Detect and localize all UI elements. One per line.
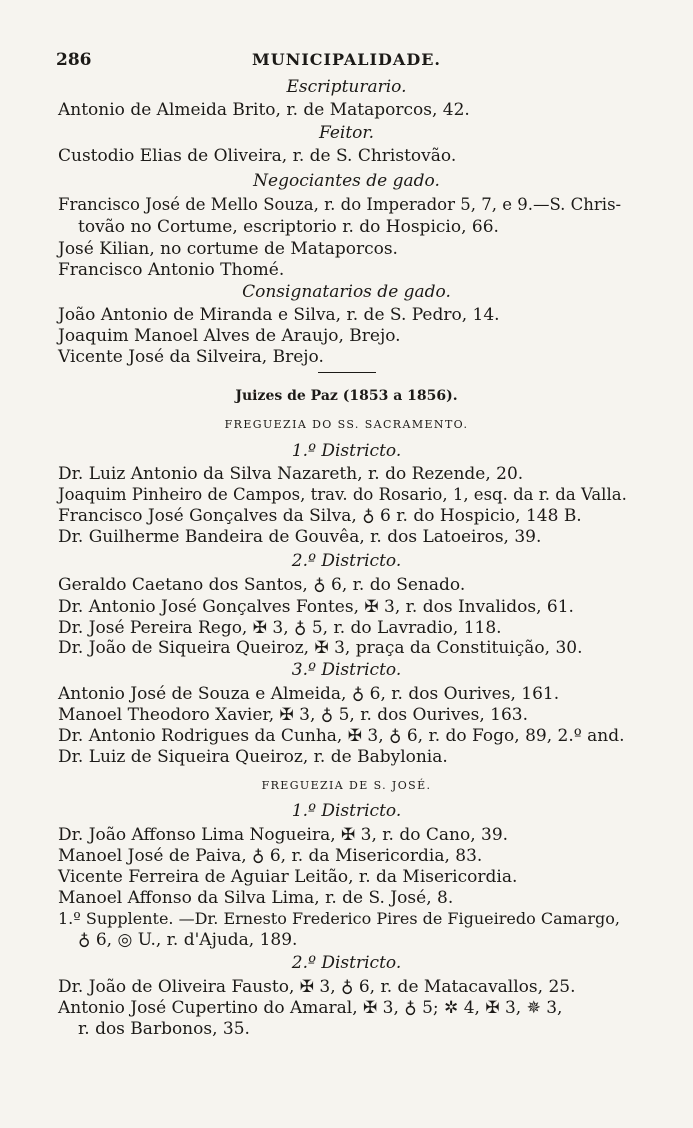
entry-line: José Kilian, no cortume de Mataporcos.	[58, 239, 398, 259]
entry-line: Dr. João Affonso Lima Nogueira, ✠ 3, r. do Cano, 39.	[58, 825, 509, 845]
escripturario-heading: Escripturario.	[286, 77, 407, 97]
entry-line: Antonio José Cupertino do Amaral, ✠ 3, ♁ 5; ✲ 4, ✠ 3, ✵ 3,	[58, 998, 563, 1018]
entry-line: Dr. João de Oliveira Fausto, ✠ 3, ♁ 6, r. de Matacavallos, 25.	[58, 977, 576, 997]
entry-line: Francisco José Gonçalves da Silva, ♁ 6 r. do Hospicio, 148 B.	[58, 506, 582, 526]
entry-line: tovão no Cortume, escriptorio r. do Hospicio, 66.	[78, 217, 499, 237]
juizes-title: Juizes de Paz (1853 a 1856).	[235, 388, 458, 404]
entry-line: Francisco Antonio Thomé.	[58, 260, 285, 280]
district-heading: 3.º Districto.	[291, 660, 402, 680]
entry-line: ♁ 6, ◎ U., r. d'Ajuda, 189.	[78, 930, 298, 950]
entry-line: Vicente José da Silveira, Brejo.	[58, 347, 324, 367]
entry-line: Francisco José de Mello Souza, r. do Imperador 5, 7, e 9.—S. Chris-	[58, 195, 622, 214]
entry-line: Antonio José de Souza e Almeida, ♁ 6, r. dos Ourives, 161.	[58, 684, 560, 704]
entry-line: Vicente Ferreira de Aguiar Leitão, r. da Misericordia.	[58, 867, 518, 887]
entry-line: Manoel Affonso da Silva Lima, r. de S. José, 8.	[58, 888, 454, 908]
running-title: MUNICIPALIDADE.	[252, 50, 441, 69]
section-divider	[318, 372, 376, 373]
consignatarios-heading: Consignatarios de gado.	[242, 282, 451, 302]
district-heading: 2.º Districto.	[291, 551, 402, 571]
entry-line: Dr. Antonio José Gonçalves Fontes, ✠ 3, r. dos Invalidos, 61.	[58, 597, 574, 617]
entry-line: Manoel José de Paiva, ♁ 6, r. da Misericordia, 83.	[58, 846, 483, 866]
entry-line: Joaquim Manoel Alves de Araujo, Brejo.	[58, 326, 401, 346]
entry-line: Geraldo Caetano dos Santos, ♁ 6, r. do Senado.	[58, 575, 466, 595]
entry-line: Manoel Theodoro Xavier, ✠ 3, ♁ 5, r. dos Ourives, 163.	[58, 705, 529, 725]
feitor-heading: Feitor.	[318, 123, 375, 143]
entry-line: Antonio de Almeida Brito, r. de Mataporcos, 42.	[58, 100, 470, 120]
entry-line: Dr. Antonio Rodrigues da Cunha, ✠ 3, ♁ 6, r. do Fogo, 89, 2.º and.	[58, 726, 625, 746]
entry-line: Dr. Guilherme Bandeira de Gouvêa, r. dos Latoeiros, 39.	[58, 527, 542, 547]
entry-line: Dr. Luiz de Siqueira Queiroz, r. de Babylonia.	[58, 747, 448, 767]
district-heading: 1.º Districto.	[291, 801, 402, 821]
entry-line: Dr. Luiz Antonio da Silva Nazareth, r. do Rezende, 20.	[58, 464, 524, 484]
entry-line: Joaquim Pinheiro de Campos, trav. do Rosario, 1, esq. da r. da Valla.	[58, 485, 627, 504]
negociantes-heading: Negociantes de gado.	[253, 171, 440, 191]
entry-line: Custodio Elias de Oliveira, r. de S. Christovão.	[58, 146, 457, 166]
page-number: 286	[56, 50, 92, 70]
freguezia-jose-heading: FREGUEZIA DE S. JOSÉ.	[261, 779, 432, 792]
entry-line: João Antonio de Miranda e Silva, r. de S. Pedro, 14.	[58, 305, 500, 325]
entry-line: r. dos Barbonos, 35.	[78, 1019, 250, 1039]
page-header	[0, 48, 693, 74]
entry-line: 1.º Supplente. —Dr. Ernesto Frederico Pires de Figueiredo Camargo,	[58, 909, 620, 928]
district-heading: 2.º Districto.	[291, 953, 402, 973]
freguezia-sacramento-heading: FREGUEZIA DO SS. SACRAMENTO.	[224, 418, 469, 431]
entry-line: Dr. João de Siqueira Queiroz, ✠ 3, praça da Constituição, 30.	[58, 638, 583, 658]
entry-line: Dr. José Pereira Rego, ✠ 3, ♁ 5, r. do Lavradio, 118.	[58, 618, 502, 638]
district-heading: 1.º Districto.	[291, 441, 402, 461]
